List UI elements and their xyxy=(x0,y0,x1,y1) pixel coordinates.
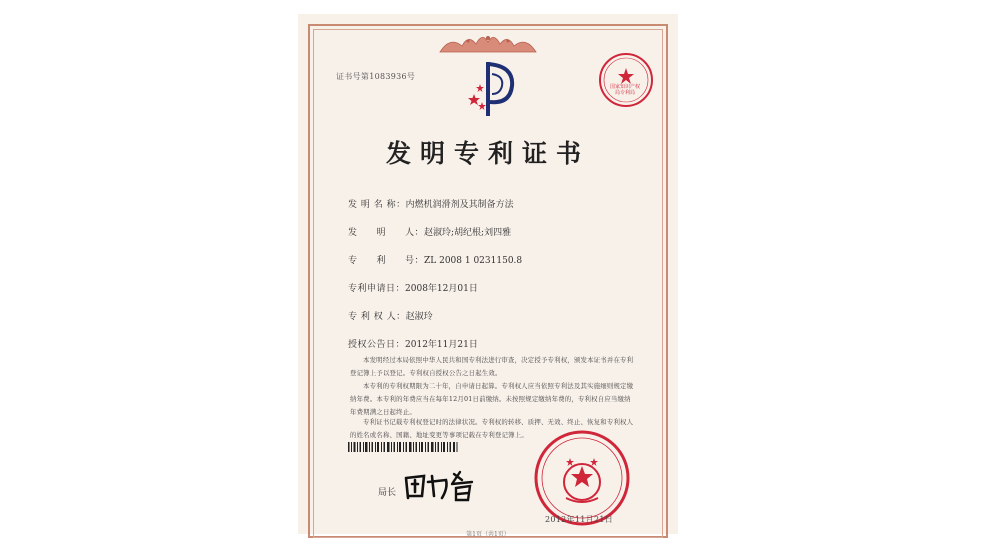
field-application-date: 专利申请日：2008年12月01日 xyxy=(348,284,478,294)
patent-office-seal-icon xyxy=(598,52,654,108)
paragraph-grant: 本发明经过本局依照中华人民共和国专利法进行审查，决定授予专利权，颁发本证书并在专利登记簿上予以登记。专利权自授权公告之日起生效。 xyxy=(350,356,634,377)
seal-date: 2012年11月21日 xyxy=(545,515,614,524)
field-patentee: 专 利 权 人：赵淑玲 xyxy=(348,312,433,322)
patent-certificate xyxy=(298,14,678,538)
paragraph-register: 专利证书记载专利权登记时的法律状况。专利权的转移、质押、无效、终止、恢复和专利权人的姓名或名称、国籍、地址变更等事项记载在专利登记簿上。 xyxy=(350,418,634,439)
patent-office-logo-icon xyxy=(468,58,518,120)
barcode-icon xyxy=(348,442,458,452)
national-ip-office-seal-icon xyxy=(532,428,632,528)
field-invention-name: 发 明 名 称：内燃机润滑剂及其制备方法 xyxy=(348,200,514,210)
field-inventor: 发 明 人：赵淑玲;胡纪根;刘四雅 xyxy=(348,228,512,238)
field-grant-date: 授权公告日：2012年11月21日 xyxy=(348,340,478,350)
director-label: 局长 xyxy=(378,488,397,498)
crown-ornament-icon xyxy=(438,32,538,54)
page-number: 第1页（共1页） xyxy=(466,531,510,538)
seal-top-text: 国家知识产权局专利局 xyxy=(610,84,641,96)
paragraph-term: 本专利的专利权期限为二十年，自申请日起算。专利权人应当依照专利法及其实施细则规定缴纳年费。本专利的年费应当在每年12月01日前缴纳。未按照规定缴纳年费的，专利权自应当缴纳年费期满之日起终止。 xyxy=(350,382,634,416)
field-patent-number: 专 利 号：ZL 2008 1 0231150.8 xyxy=(348,256,523,266)
director-signature-icon xyxy=(402,466,492,506)
certificate-number: 证书号第1083936号 xyxy=(336,72,416,81)
certificate-title: 发明专利证书 xyxy=(385,139,590,168)
